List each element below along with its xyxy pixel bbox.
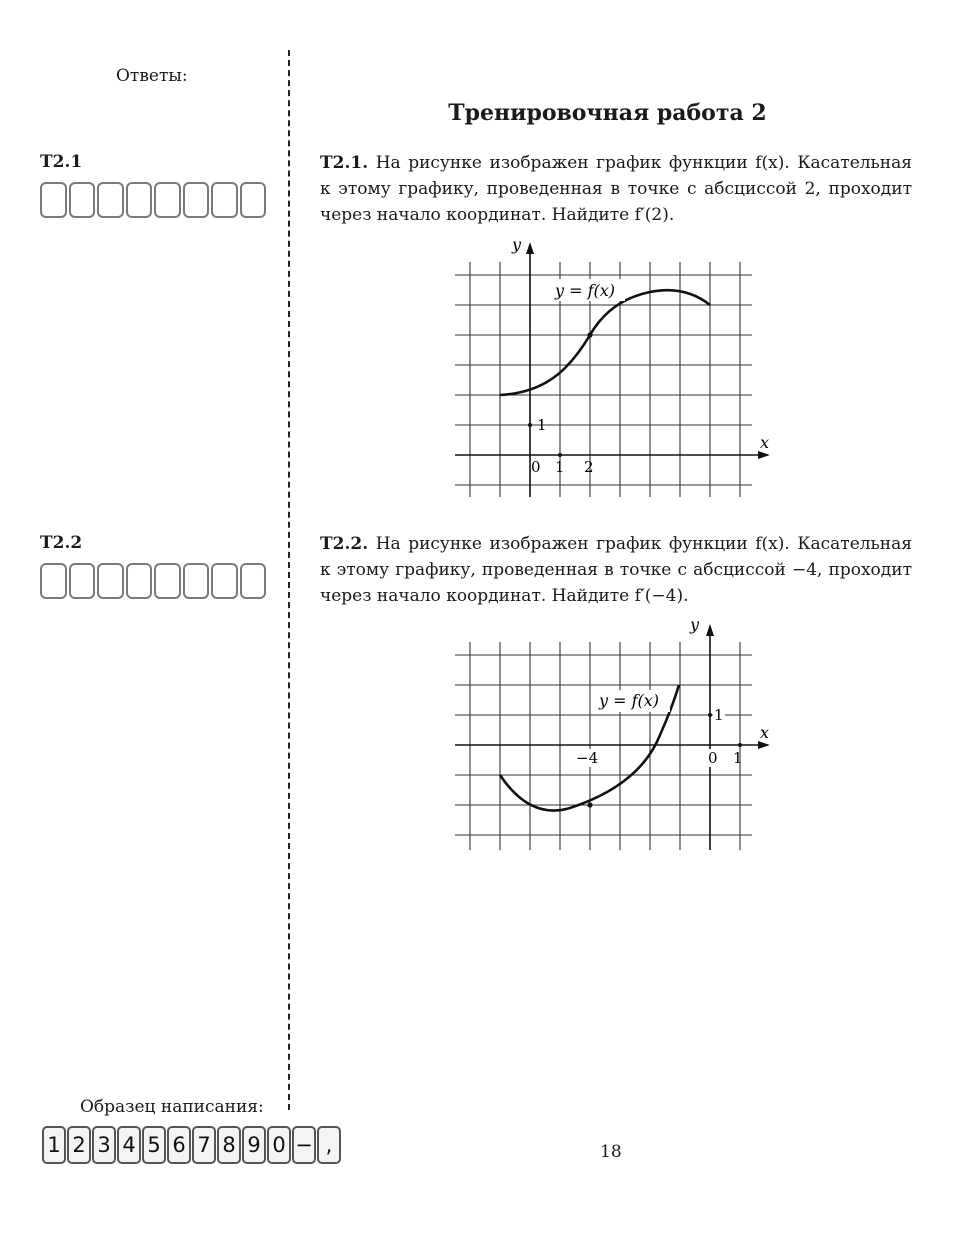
y-tick-label: 1 (714, 706, 724, 724)
task-t2-1-text (320, 150, 912, 228)
answer-cell[interactable] (69, 182, 96, 218)
sample-char: 4 (117, 1126, 141, 1164)
sample-char: 5 (142, 1126, 166, 1164)
sample-char: 0 (267, 1126, 291, 1164)
answer-cell[interactable] (211, 563, 238, 599)
y-axis-label: y (690, 615, 700, 634)
x-tick-marker (558, 453, 562, 457)
sample-char: 8 (217, 1126, 241, 1164)
x-axis-arrow (758, 451, 770, 459)
grid (455, 642, 752, 850)
y-tick-label: 1 (537, 416, 547, 434)
answer-cell[interactable] (126, 182, 153, 218)
answer-label-t2-2: Т2.2 (40, 533, 83, 553)
answer-cell[interactable] (97, 563, 124, 599)
answer-cell[interactable] (40, 182, 67, 218)
x-tick-label: 1 (733, 749, 743, 767)
task-statement: На рисунке изображен график функции f(x). Касательная к этому графику, проведенная в точке с абсциссой 2, проходит через начало координат. Найдите f′(2). (320, 153, 912, 225)
x-tick-marker (738, 743, 742, 747)
answer-cell[interactable] (97, 182, 124, 218)
sample-digits (42, 1126, 342, 1164)
sample-char: 1 (42, 1126, 66, 1164)
x-axis-label: x (760, 433, 770, 452)
answer-cell[interactable] (154, 182, 181, 218)
cut-line (288, 50, 290, 1110)
answer-cell[interactable] (40, 563, 67, 599)
answer-input-t2-2[interactable] (40, 563, 266, 599)
x-tick-label: 2 (584, 458, 594, 476)
answer-cell[interactable] (69, 563, 96, 599)
sample-char: 2 (67, 1126, 91, 1164)
sample-char: 7 (192, 1126, 216, 1164)
y-axis-label: y (512, 235, 522, 254)
function-curve (500, 290, 710, 395)
x-axis-label: x (760, 723, 770, 742)
answers-heading: Ответы: (116, 66, 188, 86)
y-axis-arrow (526, 242, 534, 254)
answer-input-t2-1[interactable] (40, 182, 266, 218)
sample-heading: Образец написания: (80, 1097, 264, 1117)
y-tick-marker (528, 423, 532, 427)
y-tick-marker (708, 713, 712, 717)
function-label: y = f(x) (599, 691, 660, 710)
task-statement: На рисунке изображен график функции f(x). Касательная к этому графику, проведенная в точке с абсциссой −4, проходит через начало координат. Найдите f′(−4). (320, 534, 912, 606)
page-number: 18 (600, 1142, 622, 1162)
task-number: Т2.1. (320, 153, 369, 173)
answer-cell[interactable] (183, 182, 210, 218)
origin-label: 0 (531, 458, 541, 476)
answer-cell[interactable] (154, 563, 181, 599)
function-label: y = f(x) (555, 281, 616, 300)
x-tick-label: −4 (576, 749, 599, 767)
answer-cell[interactable] (126, 563, 153, 599)
sample-char: , (317, 1126, 341, 1164)
x-axis-arrow (758, 741, 770, 749)
answer-cell[interactable] (240, 563, 267, 599)
graph-t2-2 (450, 615, 780, 855)
origin-label: 0 (708, 749, 718, 767)
tangent-point (587, 332, 592, 337)
page-title: Тренировочная работа 2 (448, 100, 767, 126)
tangent-point (587, 802, 592, 807)
answer-cell[interactable] (183, 563, 210, 599)
sample-char: 6 (167, 1126, 191, 1164)
sample-char: − (292, 1126, 316, 1164)
answer-cell[interactable] (211, 182, 238, 218)
x-tick-label: 1 (555, 458, 565, 476)
task-t2-2-text (320, 531, 912, 609)
sample-char: 3 (92, 1126, 116, 1164)
answer-cell[interactable] (240, 182, 267, 218)
y-axis-arrow (706, 624, 714, 636)
answer-label-t2-1: Т2.1 (40, 152, 83, 172)
task-number: Т2.2. (320, 534, 369, 554)
graph-t2-1 (450, 235, 780, 500)
sample-char: 9 (242, 1126, 266, 1164)
